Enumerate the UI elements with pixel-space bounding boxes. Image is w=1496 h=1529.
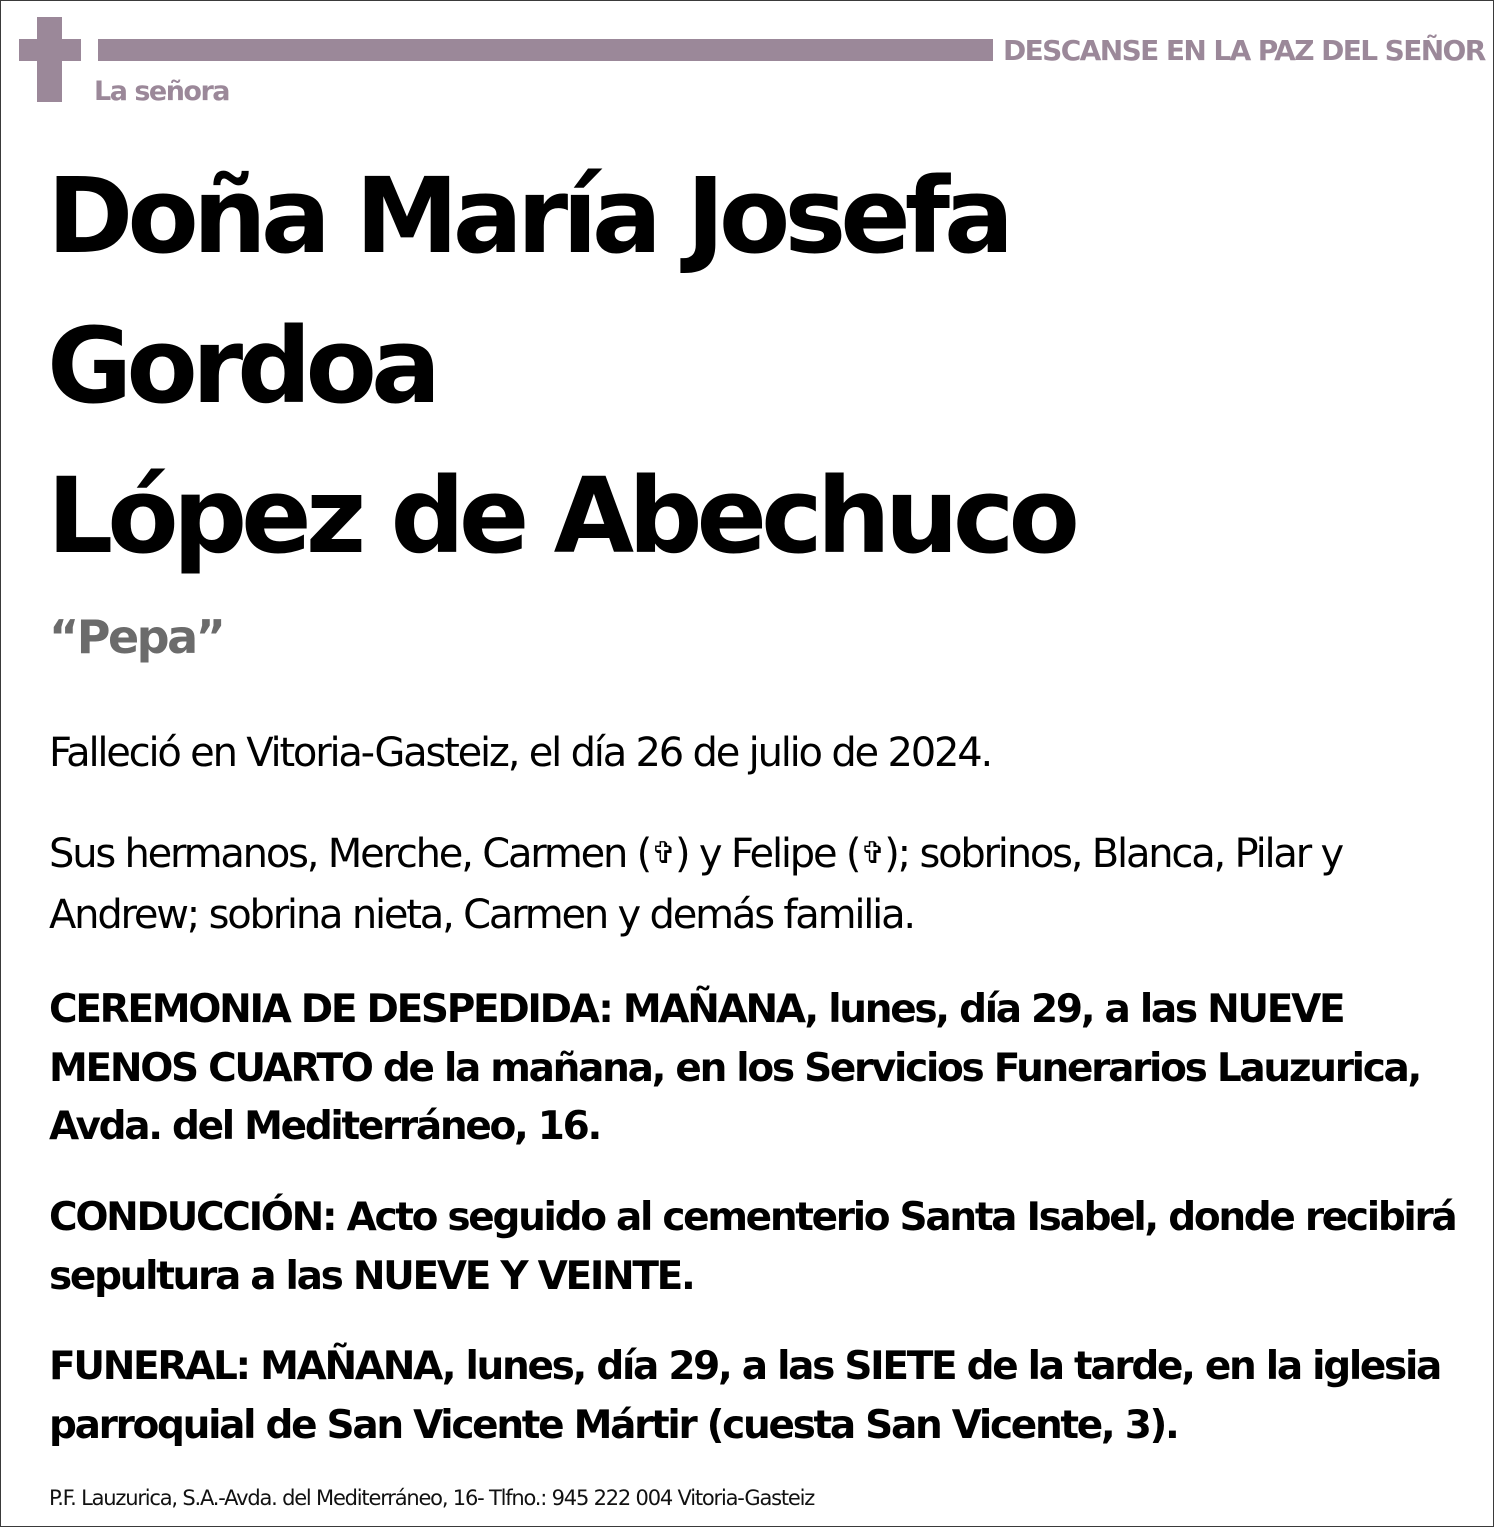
honorific-label: La señora (94, 76, 230, 107)
name-line-3: López de Abechuco (47, 455, 1074, 577)
deceased-cross-icon: ✞ (651, 836, 675, 871)
cross-icon-horizontal (19, 39, 81, 61)
funeral-info: FUNERAL: MAÑANA, lunes, día 29, a las SIETE de la tarde, en la iglesia parroquial de San Vicente Mártir (cuesta San Vicente, 3). (49, 1344, 1441, 1448)
funeral-home-footer: P.F. Lauzurica, S.A.-Avda. del Mediterráneo, 16- Tlfno.: 945 222 004 Vitoria-Gasteiz (49, 1486, 815, 1510)
ceremony-info: CEREMONIA DE DESPEDIDA: MAÑANA, lunes, día 29, a las NUEVE MENOS CUARTO de la mañana, en los Servicios Funerarios Lauzurica, Avda. del Mediterráneo, 16. (49, 987, 1421, 1149)
death-statement: Falleció en Vitoria-Gasteiz, el día 26 de julio de 2024. (49, 730, 991, 776)
deceased-name (47, 141, 1074, 591)
conduction-info: CONDUCCIÓN: Acto seguido al cementerio Santa Isabel, donde recibirá sepultura a las NUEVE Y VEINTE. (49, 1195, 1456, 1299)
header-rule (98, 39, 993, 61)
deceased-cross-icon: ✞ (860, 836, 884, 871)
family-list (49, 823, 1469, 946)
name-line-1: Doña María Josefa (47, 155, 1009, 277)
rip-heading: DESCANSE EN LA PAZ DEL SEÑOR (1003, 34, 1485, 67)
name-line-2: Gordoa (47, 305, 436, 427)
family-text-2: ) y Felipe ( (675, 831, 860, 877)
nickname: “Pepa” (49, 610, 224, 664)
family-text-3: ); sobrinos, Blanca, Pilar y Andrew; sobrina nieta, Carmen y demás familia. (49, 831, 1342, 938)
family-text-1: Sus hermanos, Merche, Carmen ( (49, 831, 651, 877)
